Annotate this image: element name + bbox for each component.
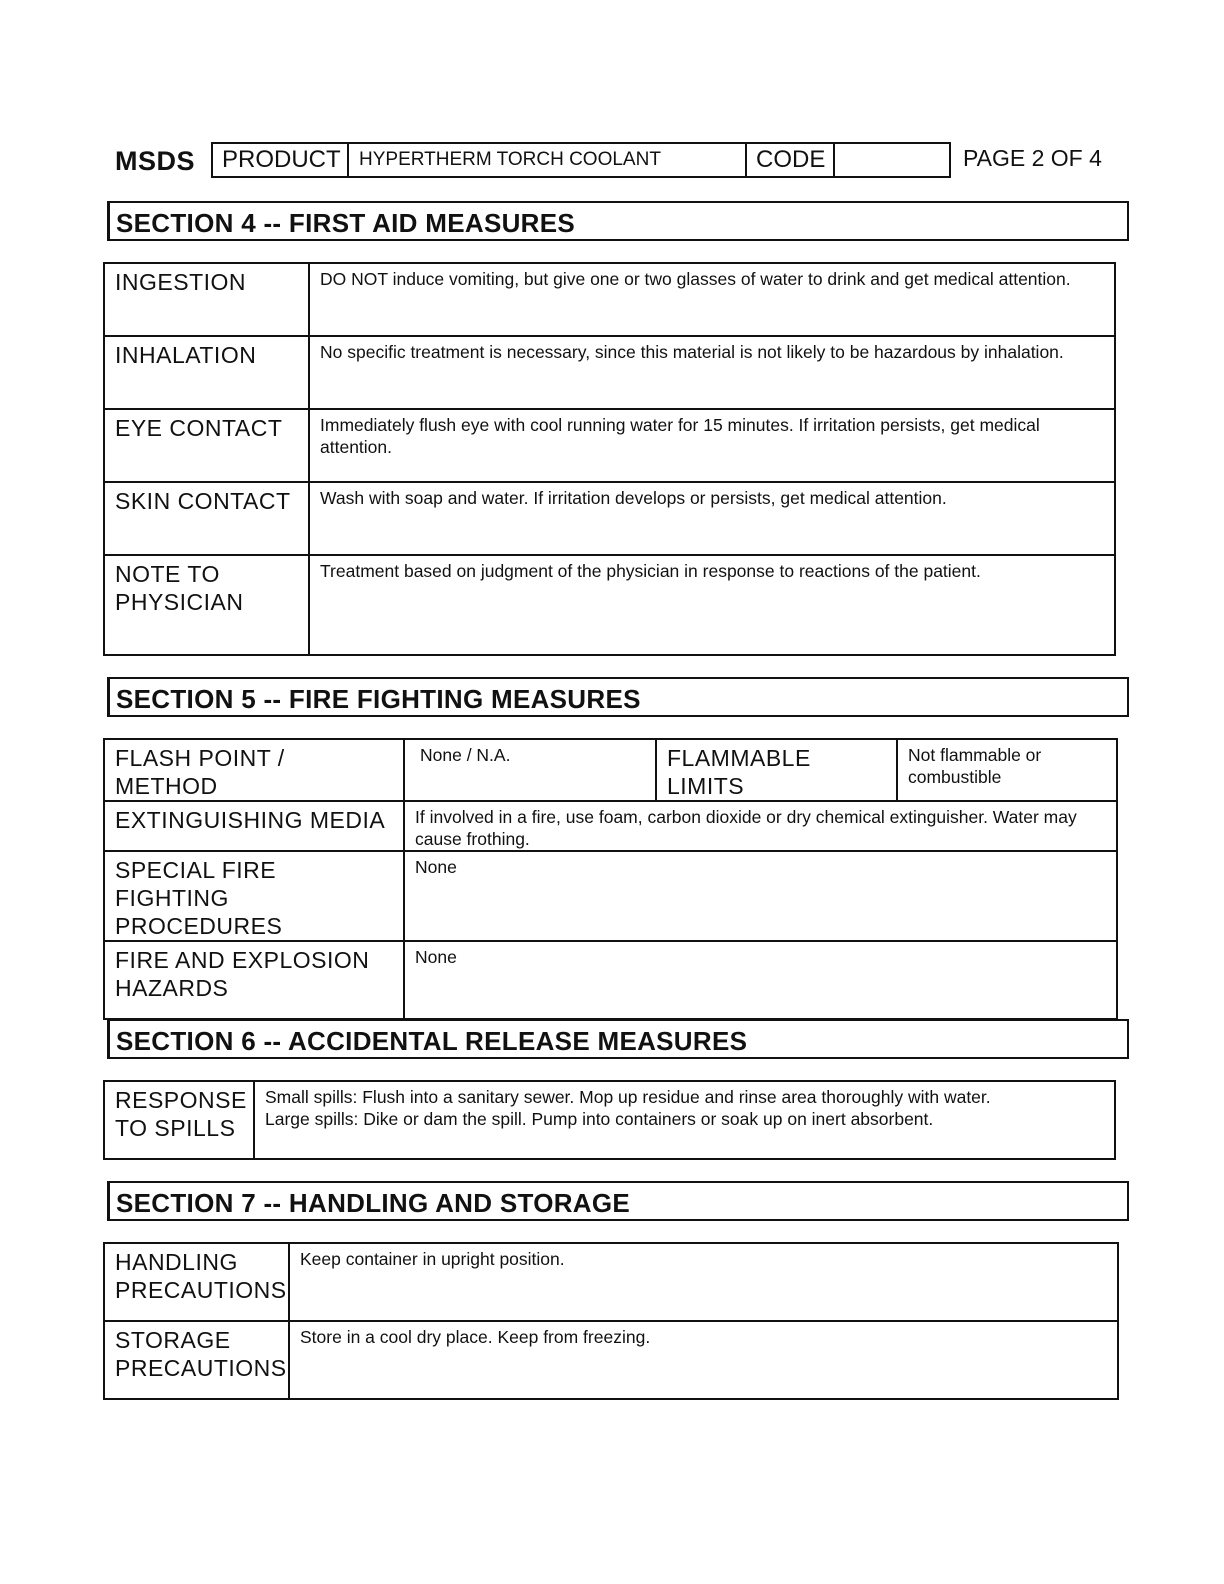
flammable-limits-label: FLAMMABLE LIMITS	[656, 739, 897, 801]
table-row	[104, 801, 1117, 851]
flash-point-label: FLASH POINT / METHOD	[104, 739, 404, 801]
code-value	[835, 144, 949, 176]
extinguishing-media-label: EXTINGUISHING MEDIA	[104, 801, 404, 851]
table-row	[104, 555, 1115, 655]
fire-hazards-label: FIRE AND EXPLOSION HAZARDS	[104, 941, 404, 1019]
doc-type: MSDS	[115, 146, 196, 176]
table-row	[104, 336, 1115, 409]
row-text: Store in a cool dry place. Keep from freezing.	[289, 1321, 1118, 1399]
row-label: NOTE TO PHYSICIAN	[104, 555, 309, 655]
fire-hazards-value: None	[404, 941, 1117, 1019]
table-row	[104, 263, 1115, 336]
small-spills-text: Small spills: Flush into a sanitary sewer. Mop up residue and rinse area thoroughly with water.	[265, 1087, 991, 1107]
page-indicator: PAGE 2 OF 4	[963, 145, 1102, 171]
table-row	[104, 1321, 1118, 1399]
response-label: RESPONSE TO SPILLS	[104, 1081, 254, 1159]
row-text: Keep container in upright position.	[289, 1243, 1118, 1321]
release-table	[103, 1080, 1116, 1160]
section-5-title: SECTION 5 -- FIRE FIGHTING MEASURES	[107, 677, 1129, 717]
table-row	[104, 1081, 1115, 1159]
handling-table	[103, 1242, 1119, 1400]
flammable-limits-value: Not flammable or combustible	[897, 739, 1117, 801]
row-label: STORAGE PRECAUTIONS	[104, 1321, 289, 1399]
large-spills-text: Large spills: Dike or dam the spill. Pump into containers or soak up on inert absorbent.	[265, 1109, 934, 1129]
table-row	[104, 739, 1117, 801]
row-label: EYE CONTACT	[104, 409, 309, 482]
response-text	[254, 1081, 1115, 1159]
row-text: No specific treatment is necessary, since this material is not likely to be hazardous by inhalation.	[309, 336, 1115, 409]
row-label: SKIN CONTACT	[104, 482, 309, 555]
code-label: CODE	[747, 144, 835, 176]
table-row	[104, 409, 1115, 482]
special-procedures-value: None	[404, 851, 1117, 941]
product-value: HYPERTHERM TORCH COOLANT	[349, 144, 747, 176]
row-text: Immediately flush eye with cool running water for 15 minutes. If irritation persists, get medical attention.	[309, 409, 1115, 482]
section-6-title: SECTION 6 -- ACCIDENTAL RELEASE MEASURES	[107, 1019, 1129, 1059]
row-label: INGESTION	[104, 263, 309, 336]
extinguishing-media-value: If involved in a fire, use foam, carbon dioxide or dry chemical extinguisher. Water may cause frothing.	[404, 801, 1117, 851]
row-label: INHALATION	[104, 336, 309, 409]
table-row	[104, 941, 1117, 1019]
special-procedures-label: SPECIAL FIRE FIGHTING PROCEDURES	[104, 851, 404, 941]
product-header-box	[211, 142, 951, 178]
section-7-title: SECTION 7 -- HANDLING AND STORAGE	[107, 1181, 1129, 1221]
first-aid-table	[103, 262, 1116, 656]
product-label: PRODUCT	[213, 144, 349, 176]
table-row	[104, 1243, 1118, 1321]
table-row	[104, 851, 1117, 941]
row-text: Treatment based on judgment of the physician in response to reactions of the patient.	[309, 555, 1115, 655]
table-row	[104, 482, 1115, 555]
row-text: Wash with soap and water. If irritation develops or persists, get medical attention.	[309, 482, 1115, 555]
fire-fighting-table	[103, 738, 1118, 1020]
flash-point-value: None / N.A.	[404, 739, 656, 801]
row-label: HANDLING PRECAUTIONS	[104, 1243, 289, 1321]
section-4-title: SECTION 4 -- FIRST AID MEASURES	[107, 201, 1129, 241]
row-text: DO NOT induce vomiting, but give one or two glasses of water to drink and get medical attention.	[309, 263, 1115, 336]
